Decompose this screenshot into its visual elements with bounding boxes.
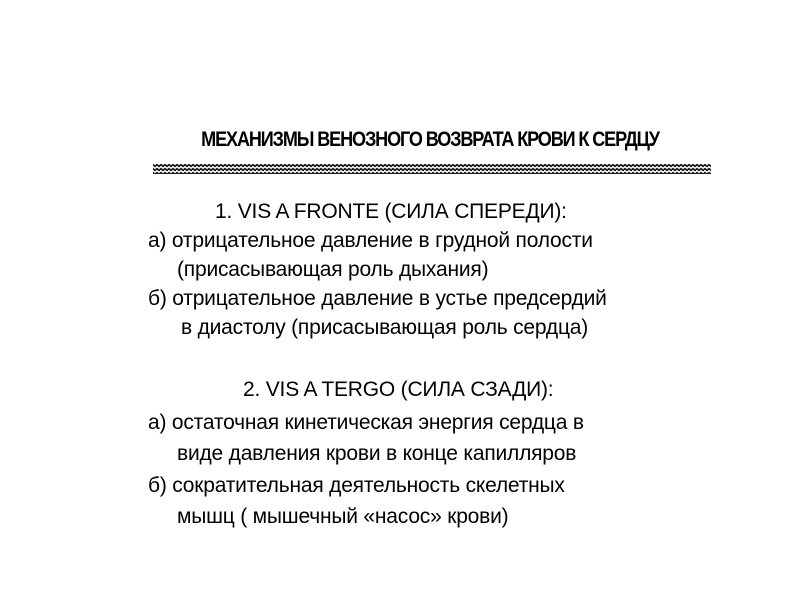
slide-title: МЕХАНИЗМЫ ВЕНОЗНОГО ВОЗВРАТА КРОВИ К СЕРДЦУ bbox=[201, 128, 659, 151]
section-2-line-a-cont: виде давления крови в конце капилляров bbox=[177, 442, 577, 465]
section-2-heading: 2. VIS A TERGO (СИЛА СЗАДИ): bbox=[243, 378, 554, 401]
title-underline bbox=[153, 164, 711, 174]
section-1-line-b: б) отрицательное давление в устье предсердий bbox=[148, 287, 607, 310]
section-1-line-a: а) отрицательное давление в грудной полости bbox=[148, 229, 593, 252]
section-1-line-a-cont: (присасывающая роль дыхания) bbox=[177, 258, 489, 281]
section-2-line-b-cont: мышц ( мышечный «насос» крови) bbox=[177, 505, 509, 528]
section-2-line-a: а) остаточная кинетическая энергия сердца в bbox=[148, 411, 584, 434]
section-1-line-b-cont: в диастолу (присасывающая роль сердца) bbox=[181, 316, 589, 339]
section-2-line-b: б) сократительная деятельность скелетных bbox=[148, 474, 565, 497]
section-1-heading: 1. VIS A FRONTE (СИЛА СПЕРЕДИ): bbox=[215, 200, 567, 223]
